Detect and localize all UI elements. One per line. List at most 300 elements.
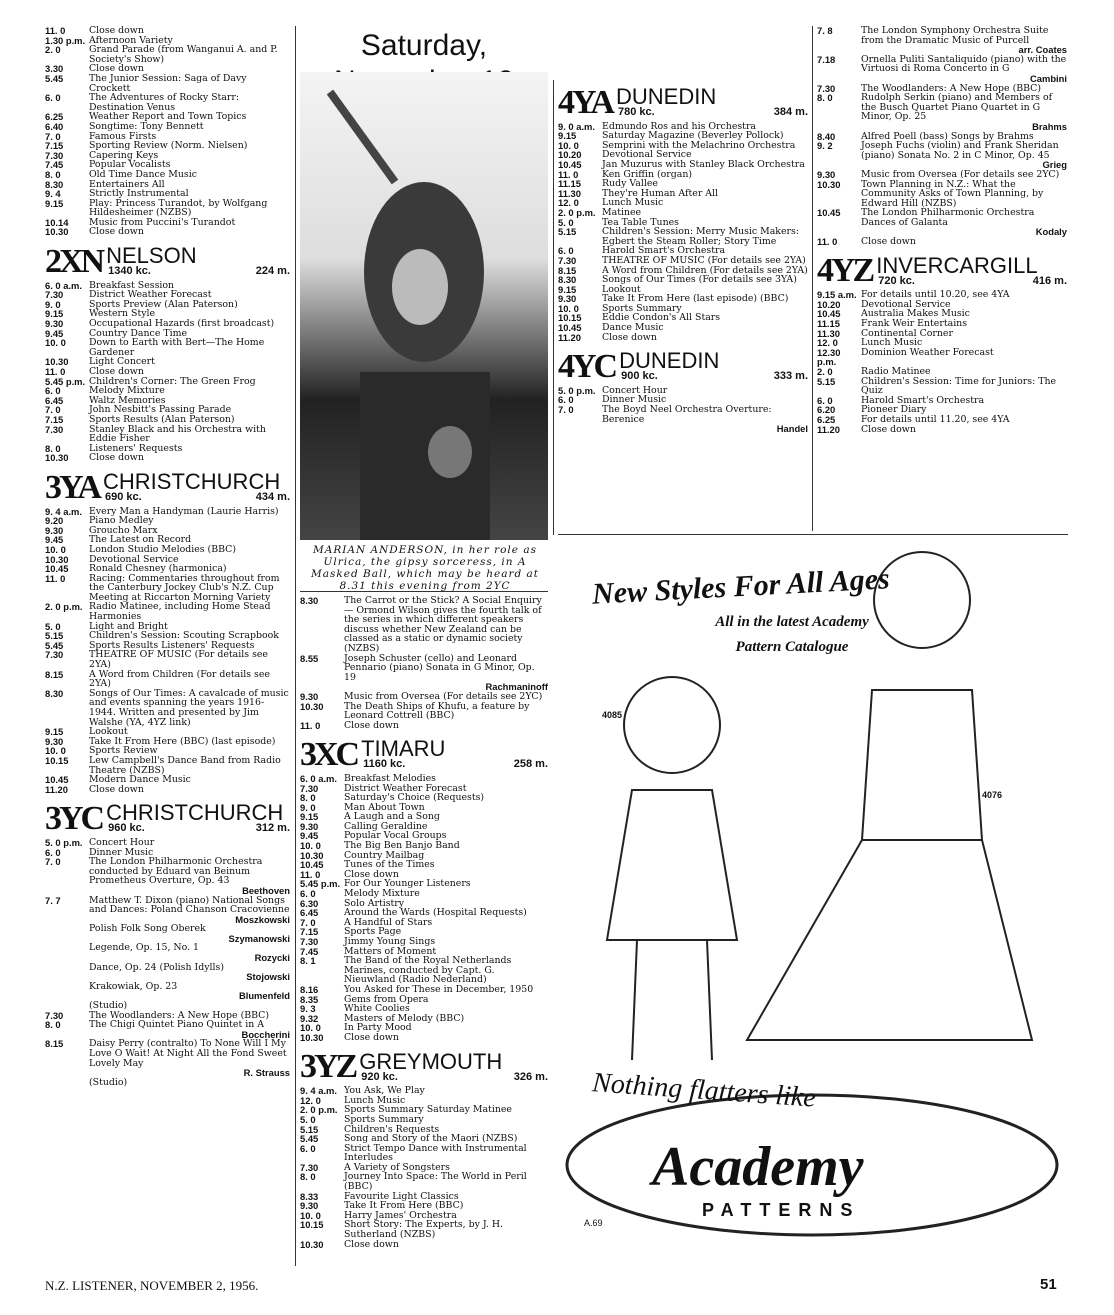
entry-title: Breakfast Melodies (344, 772, 436, 784)
entry-time: 10.30 (300, 849, 324, 861)
entry-time: 8.15 (45, 668, 64, 680)
station-name: GREYMOUTH (359, 1048, 503, 1074)
entry-title: Songs of Our Times: A cavalcade of music and events spanning the years 1916-1944. Written and presented by Jim Walshe (YA, 4YZ link) (89, 687, 289, 728)
entry-title: For details until 11.20, see 4YA (861, 413, 1010, 425)
entry-time: 12.30 p.m. (817, 346, 841, 368)
entry-title: Dinner Music (602, 394, 667, 406)
entry-title: Close down (89, 63, 144, 75)
entry-title: Close down (344, 1238, 399, 1250)
entry-title: Tea Table Tunes (602, 216, 679, 228)
entry-time: 8.15 (558, 264, 577, 276)
station-frequency: 720 kc. (878, 274, 915, 287)
column-2 (300, 596, 548, 1249)
entry-title: Joseph Fuchs (violin) and Frank Sheridan (piano) Sonata No. 2 in C Minor, Op. 45 (861, 140, 1059, 161)
entry-time: 10.30 (300, 700, 324, 712)
entry-time: 9.45 (300, 830, 319, 842)
entry-title: The Death Ships of Khufu, a feature by Leonard Cottrell (BBC) (344, 700, 530, 722)
entry-title: Ornella Puliti Santaliquido (piano) with the Virtuosi di Roma Concerto in G (861, 53, 1067, 75)
entry-title: Afternoon Variety (89, 34, 173, 46)
entry-title: Jimmy Young Sings (344, 936, 436, 947)
entry-time: 7. 0 (45, 404, 61, 416)
entry-title: Close down (89, 783, 144, 795)
entry-title: Light Concert (89, 356, 155, 368)
schedule-entry (45, 574, 290, 603)
entry-title: Strict Tempo Dance with Instrumental Interludes (344, 1142, 527, 1164)
entry-title: Rudy Vallee (602, 178, 658, 190)
station-frequency: 1160 kc. (363, 758, 406, 771)
entry-time: 7. 0 (45, 856, 61, 868)
pattern-code: 4076 (982, 790, 1003, 800)
entry-composer: Szymanowski (228, 932, 290, 944)
schedule-entry (45, 338, 290, 357)
entry-title: Polish Folk Song Oberek (89, 923, 206, 935)
station-wavelength: 434 m. (255, 490, 290, 503)
entry-title: In Party Mood (344, 1022, 412, 1034)
schedule-entry (45, 218, 290, 228)
entry-title: Country Mailbag (344, 849, 425, 861)
entry-time: 9.30 (300, 690, 319, 702)
station-callsign: 4YZ (817, 252, 873, 290)
entry-time: 9.30 (558, 293, 577, 305)
schedule-entry (817, 93, 1067, 122)
schedule-entry (558, 313, 808, 323)
entry-time: 9.45 (45, 327, 64, 339)
schedule-entry (45, 227, 290, 237)
station-frequency: 920 kc. (361, 1070, 398, 1083)
column-4 (817, 26, 1067, 434)
entry-time: 10.20 (558, 149, 582, 161)
entry-time: 5. 0 p.m. (45, 836, 83, 848)
entry-title: Lookout (602, 283, 641, 295)
entry-title: Take It From Here (BBC) (last episode) (89, 735, 276, 747)
page-footer: N.Z. LISTENER, NOVEMBER 2, 1956. (45, 1278, 259, 1293)
entry-time: 6.25 (45, 111, 64, 123)
entry-time: 10.20 (817, 298, 841, 310)
entry-title: Alfred Poell (bass) Songs by Brahms (861, 130, 1034, 142)
entry-time: 11. 0 (558, 168, 579, 180)
entry-time: 10. 0 (300, 1022, 321, 1034)
entry-time: 9. 0 a.m. (558, 120, 596, 132)
station-wavelength: 326 m. (513, 1070, 548, 1083)
schedule-entry (817, 26, 1067, 45)
entry-title: Matinee (602, 206, 642, 218)
schedule-entry (300, 1033, 548, 1043)
entry-title: Play: Princess Turandot, by Wolfgang Hildesheimer (NZBS) (89, 197, 268, 219)
entry-time: 9. 2 (817, 140, 833, 152)
schedule-entry (300, 889, 548, 899)
entry-time: 8. 0 (45, 442, 61, 454)
entry-time: 11.20 (817, 423, 840, 435)
entry-title: Harry James' Orchestra (344, 1209, 457, 1221)
entry-time: 6.25 (817, 413, 836, 425)
entry-title: Capering Keys (89, 149, 159, 161)
entry-title: Close down (89, 452, 144, 464)
schedule-entry (45, 943, 290, 953)
entry-time: 6.40 (45, 120, 64, 132)
entry-time: 7.45 (45, 159, 64, 171)
entry-time: 7. 0 (300, 916, 316, 928)
entry-title: Close down (344, 719, 399, 731)
entry-time (45, 1078, 89, 1088)
schedule-entry (558, 323, 808, 333)
entry-time: 10.30 (45, 553, 69, 565)
station-wavelength: 224 m. (255, 265, 290, 278)
schedule-entry (558, 333, 808, 343)
entry-time: 10. 0 (300, 1209, 321, 1221)
schedule-entry (300, 956, 548, 985)
entry-time: 10.45 (558, 158, 582, 170)
entry-time (45, 963, 89, 973)
schedule-entry (45, 74, 290, 93)
entry-title: Harold Smart's Orchestra (602, 245, 726, 257)
entry-composer: Grieg (1042, 159, 1067, 171)
station-header (45, 799, 290, 837)
entry-title: Sports Review (89, 745, 158, 757)
entry-time: 6. 0 (45, 846, 61, 858)
entry-composer: Stojowski (246, 971, 290, 983)
entry-time: 8.15 (45, 1038, 64, 1050)
entry-time: 5.15 (558, 226, 577, 238)
schedule-entry (45, 896, 290, 915)
entry-time: 7.15 (45, 140, 64, 152)
station-frequency: 900 kc. (621, 370, 658, 383)
entry-time: 8.35 (300, 993, 319, 1005)
entry-title: Sports Preview (Alan Paterson) (89, 298, 238, 310)
entry-time: 10.30 (45, 226, 69, 238)
schedule-entry (45, 386, 290, 396)
entry-title: The Woodlanders: A New Hope (BBC) (89, 1009, 270, 1021)
entry-time: 10. 0 (45, 745, 66, 757)
entry-title: Harold Smart's Orchestra (861, 394, 985, 406)
entry-title: Sports Summary (602, 302, 682, 314)
entry-title: Popular Vocal Groups (344, 830, 447, 842)
entry-time: 6.45 (45, 394, 64, 406)
entry-title: Country Dance Time (89, 327, 188, 339)
entry-title: The Big Ben Banjo Band (344, 840, 460, 852)
entry-time: 9.15 (45, 197, 64, 209)
entry-time: 9. 4 (45, 188, 61, 200)
entry-time: 11.30 (558, 187, 581, 199)
page-number: 51 (1040, 1276, 1057, 1293)
entry-title: Western Style (89, 308, 156, 320)
entry-title: Melody Mixture (344, 888, 420, 900)
entry-title: A Word from Children (For details see 2YA) (602, 264, 808, 276)
entry-title: Jan Muzurus with Stanley Black Orchestra (602, 158, 805, 170)
entry-time: 8.30 (300, 595, 319, 606)
entry-time: 2. 0 p.m. (300, 1104, 338, 1116)
entry-time (45, 943, 89, 953)
entry-time: 9.20 (45, 515, 64, 527)
entry-title: Take It From Here (BBC) (344, 1200, 464, 1212)
entry-title: Children's Session: Scouting Scrapbook (89, 630, 279, 642)
entry-title: Lunch Music (602, 197, 664, 209)
entry-time: 11.30 (817, 327, 840, 339)
entry-title: Strictly Instrumental (89, 188, 189, 200)
entry-time: 7.30 (817, 82, 836, 94)
entry-time: 7.30 (45, 1009, 64, 1021)
entry-title: Calling Geraldine (344, 820, 428, 832)
entry-time: 7.30 (45, 649, 64, 661)
entry-title: Ken Griffin (organ) (602, 168, 693, 180)
schedule-entry (300, 702, 548, 721)
entry-title: Sporting Review (Norm. Nielsen) (89, 140, 248, 152)
entry-time: 5.45 (45, 72, 64, 84)
column-divider (812, 26, 813, 531)
station-wavelength: 384 m. (773, 106, 808, 118)
entry-title: The Woodlanders: A New Hope (BBC) (861, 82, 1042, 94)
entry-time: 10.15 (300, 1219, 324, 1231)
entry-title: Melody Mixture (89, 385, 165, 397)
entry-time: 6. 0 (817, 394, 833, 406)
station-wavelength: 258 m. (513, 758, 548, 771)
entry-title: Frank Weir Entertains (861, 318, 968, 330)
entry-time: 2. 0 p.m. (558, 206, 596, 218)
entry-title: The Junior Session: Saga of Davy Crockett (89, 72, 247, 94)
station-header (300, 1048, 548, 1086)
schedule-entry (300, 1144, 548, 1163)
entry-time: 10.15 (45, 754, 69, 766)
entry-title: Grand Parade (from Wanganui A. and P. Society's Show) (89, 44, 278, 65)
entry-time: 6.20 (817, 404, 836, 416)
entry-title: THEATRE OF MUSIC (For details see 2YA) (602, 254, 806, 266)
entry-time: 7.15 (45, 413, 64, 425)
entry-time: 10.45 (558, 322, 582, 334)
entry-title: Dance Music (602, 322, 664, 334)
entry-time: 10.14 (45, 216, 69, 228)
entry-time: 2. 0 (817, 366, 833, 377)
ad-brand-sub: PATTERNS (702, 1200, 861, 1220)
entry-composer: Rachmaninoff (485, 681, 548, 693)
entry-title: Journey Into Space: The World in Peril (BBC) (344, 1171, 527, 1193)
entry-time: 9. 4 a.m. (45, 505, 83, 517)
entry-title: Concert Hour (89, 836, 155, 848)
entry-title: Sports Page (344, 926, 402, 938)
station-frequency: 1340 kc. (108, 265, 151, 278)
entry-time: 8.16 (300, 983, 319, 995)
entry-time: 10.45 (45, 563, 69, 575)
entry-time: 5. 0 (558, 216, 574, 228)
listing-col4-top (817, 26, 1067, 247)
schedule-entry (300, 1220, 548, 1239)
entry-title: For Our Younger Listeners (344, 878, 471, 890)
entry-title: Devotional Service (89, 553, 179, 565)
entry-title: You Asked for These in December, 1950 (344, 983, 534, 995)
station-callsign: 3YC (45, 799, 103, 837)
entry-time: 6.45 (300, 907, 319, 919)
entry-title: Edmundo Ros and his Orchestra (602, 120, 757, 132)
schedule-entry (45, 1078, 290, 1088)
entry-composer: Beethoven (242, 884, 290, 896)
schedule-entry (300, 1086, 548, 1096)
schedule-entry (300, 654, 548, 683)
column-divider (295, 26, 296, 1266)
entry-time: 7.45 (300, 945, 319, 957)
entry-time: 5.45 (300, 1133, 319, 1145)
entry-time: 10. 0 (45, 337, 66, 349)
entry-time: 7.30 (300, 936, 319, 947)
schedule-entry (300, 1240, 548, 1250)
entry-title: Stanley Black and his Orchestra with Eddie Fisher (89, 423, 266, 445)
entry-time: 8.40 (817, 130, 836, 142)
ad-headline: New Styles For All Ages (591, 562, 891, 611)
entry-time: 9.30 (45, 735, 64, 747)
schedule-entry (45, 453, 290, 463)
station-name: TIMARU (361, 736, 446, 762)
station-header (45, 242, 290, 280)
entry-title: London Studio Melodies (BBC) (89, 543, 236, 555)
station-header (558, 83, 808, 121)
entry-title: The London Philharmonic Orchestra Dances of Galanta (861, 207, 1035, 228)
artist-signature: A.69 (584, 1218, 603, 1228)
entry-title: Sports Results (Alan Paterson) (89, 413, 235, 425)
entry-title: Saturday's Choice (Requests) (344, 792, 485, 804)
schedule-entry (817, 237, 1067, 247)
entry-time: 9.32 (300, 1012, 319, 1024)
entry-time: 7. 0 (45, 130, 61, 142)
station-name: INVERCARGILL (876, 252, 1038, 278)
entry-time: 12. 0 (558, 197, 579, 209)
entry-title: The Latest on Record (89, 534, 192, 546)
station-name: CHRISTCHURCH (103, 468, 281, 494)
entry-time: 9. 4 a.m. (300, 1085, 338, 1097)
entry-title: Close down (89, 366, 144, 377)
entry-time: 10.30 (300, 1238, 324, 1250)
entry-title: Australia Makes Music (861, 308, 970, 320)
station-callsign: 3YZ (300, 1048, 356, 1086)
entry-time: 9.15 (45, 726, 64, 738)
entry-time: 11. 0 (817, 236, 838, 248)
station-callsign: 3XC (300, 735, 358, 773)
entry-time: 2. 0 (45, 44, 61, 56)
station-header (558, 347, 808, 385)
entry-time: 5.15 (45, 630, 64, 642)
schedule-entry (817, 377, 1067, 396)
entry-title: The London Symphony Orchestra Suite from the Dramatic Music of Purcell (861, 25, 1049, 46)
station-3xc (300, 735, 548, 1043)
entry-title: Sports Summary Saturday Matinee (344, 1104, 512, 1116)
entry-title: Short Story: The Experts, by J. H. Sutherland (NZBS) (344, 1219, 504, 1241)
entry-time: 6. 0 (45, 385, 61, 397)
entry-title: Songs of Our Times (For details see 3YA) (602, 274, 797, 286)
entry-title: The Adventures of Rocky Starr: Destination Venus (89, 92, 240, 113)
schedule-entry (817, 208, 1067, 227)
entry-title: Radio Matinee, including Home Stead Harmonies (89, 601, 271, 623)
entry-time: 5. 0 p.m. (558, 384, 596, 396)
rule (558, 534, 1068, 535)
entry-time: 3.30 (45, 63, 64, 75)
station-callsign: 2XN (45, 242, 103, 280)
schedule-entry (45, 141, 290, 151)
schedule-entry (45, 199, 290, 218)
entry-time: 12. 0 (817, 337, 838, 349)
entry-time: 9. 0 (45, 298, 61, 310)
entry-time: 10.30 (300, 1031, 324, 1043)
schedule-entry (817, 141, 1067, 160)
entry-title: THEATRE OF MUSIC (For details see 2YA) (89, 649, 268, 671)
entry-title: A Handful of Stars (344, 916, 433, 928)
entry-time: 9.45 (45, 534, 64, 546)
entry-title: Legende, Op. 15, No. 1 (89, 942, 200, 954)
entry-time: 10.45 (817, 207, 841, 219)
schedule-entry (45, 507, 290, 517)
entry-time: 10.45 (45, 774, 69, 786)
schedule-entry (45, 785, 290, 795)
entry-title: (Studio) (89, 1076, 128, 1088)
entry-time: 7. 8 (817, 25, 833, 36)
entry-title: Lunch Music (344, 1094, 406, 1106)
entry-title: District Weather Forecast (89, 289, 212, 301)
portrait-illustration (300, 72, 548, 540)
entry-title: The Band of the Royal Netherlands Marines, conducted by Capt. G. Nieuwland (Radio Nederland) (344, 955, 512, 986)
station-name: DUNEDIN (619, 348, 720, 374)
schedule-entry (45, 756, 290, 775)
entry-composer: Handel (776, 423, 808, 435)
entry-title: The Boyd Neel Orchestra Overture: Berenice (602, 404, 772, 425)
schedule-entry (817, 415, 1067, 425)
schedule-entry (45, 300, 290, 310)
entry-title: Saturday Magazine (Beverley Pollock) (602, 130, 784, 142)
entry-title: Matters of Moment (344, 945, 437, 957)
schedule-entry (45, 838, 290, 848)
listing-col1-top (45, 26, 290, 237)
entry-title: Children's Session: Time for Juniors: The Quiz (861, 375, 1057, 397)
station-callsign: 3YA (45, 468, 99, 506)
schedule-entry (558, 294, 808, 304)
schedule-entry (45, 93, 290, 112)
entry-composer: Cambini (1030, 72, 1067, 84)
schedule-entry (558, 208, 808, 218)
entry-title: Listeners' Requests (89, 442, 183, 454)
entry-time: 5.15 (300, 1123, 319, 1135)
station-wavelength: 416 m. (1032, 274, 1067, 287)
schedule-entry (558, 386, 808, 396)
entry-title: Krakowiak, Op. 23 (89, 980, 178, 992)
schedule-entry (558, 170, 808, 180)
entry-composer: arr. Coates (1018, 44, 1067, 56)
entry-title: Children's Session: Merry Music Makers: Egbert the Steam Roller; Story Time (602, 226, 799, 247)
entry-title: A Word from Children (For details see 2YA) (89, 668, 270, 690)
entry-time: 6. 0 a.m. (45, 279, 83, 291)
entry-time: 10. 0 (558, 139, 579, 151)
entry-composer: Moszkowski (235, 913, 290, 925)
entry-title: Down to Earth with Bert—The Home Gardener (89, 337, 265, 358)
entry-time: 7.30 (45, 149, 64, 161)
schedule-entry (300, 1172, 548, 1191)
entry-time: 7.30 (300, 1161, 319, 1173)
marian-anderson-photo (300, 72, 548, 540)
entry-title: Rudolph Serkin (piano) and Members of the Busch Quartet Piano Quartet in G Minor, Op. 25 (861, 92, 1053, 123)
schedule-entry (45, 122, 290, 132)
entry-title: Entertainers All (89, 178, 165, 190)
schedule-entry (817, 329, 1067, 339)
entry-composer: Boccherini (241, 1028, 290, 1040)
entry-title: Breakfast Session (89, 279, 175, 291)
entry-title: Devotional Service (602, 149, 692, 161)
entry-time: 6. 0 a.m. (300, 772, 338, 784)
station-frequency: 960 kc. (108, 822, 145, 835)
entry-title: Old Time Dance Music (89, 168, 197, 180)
entry-title: Popular Vocalists (89, 159, 171, 171)
entry-time: 10.30 (45, 452, 69, 464)
entry-title: Modern Dance Music (89, 774, 191, 786)
entry-time: 8. 0 (300, 1171, 316, 1183)
entry-title: Favourite Light Classics (344, 1190, 459, 1202)
schedule-entry (45, 377, 290, 387)
schedule-entry (558, 275, 808, 285)
station-frequency: 690 kc. (105, 490, 142, 503)
entry-title: Children's Corner: The Green Frog (89, 375, 256, 387)
schedule-entry (45, 689, 290, 727)
